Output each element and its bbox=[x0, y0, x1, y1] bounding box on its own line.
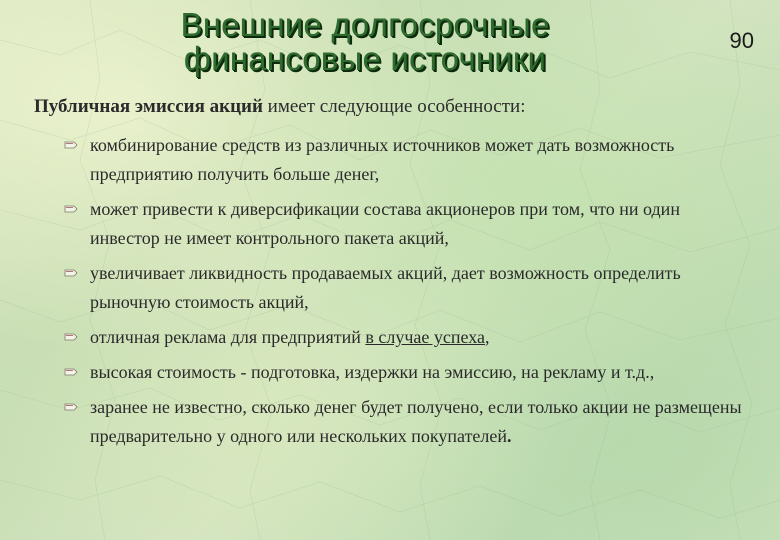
arrow-bullet-icon bbox=[64, 402, 78, 412]
slide-number: 90 bbox=[729, 28, 754, 53]
bullet-text: отличная реклама для предприятий bbox=[90, 327, 366, 347]
bullet-item-6 bbox=[64, 393, 744, 451]
bullet-text: высокая стоимость - подготовка, издержки на эмиссию, на рекламу и т.д., bbox=[90, 362, 655, 382]
slide-title-line-2: финансовые источники bbox=[183, 40, 547, 77]
arrow-bullet-icon bbox=[64, 367, 78, 377]
intro-paragraph bbox=[34, 96, 754, 118]
arrow-bullet-icon bbox=[64, 140, 78, 150]
bullet-item-3 bbox=[64, 259, 744, 317]
bullet-text: заранее не известно, сколько денег будет получено, если только акции не размещены предварительно у одного или нескольких покупателей bbox=[90, 397, 742, 446]
intro-bold-text: Публичная эмиссия акций bbox=[34, 96, 263, 117]
bullet-list bbox=[64, 131, 744, 457]
bullet-item-1 bbox=[64, 131, 744, 189]
bullet-underlined-text: в случае успеха bbox=[365, 327, 485, 347]
bullet-text: увеличивает ликвидность продаваемых акций, дает возможность определить рыночную стоимость акций, bbox=[90, 263, 681, 312]
intro-text: имеет следующие особенности: bbox=[262, 96, 526, 117]
bullet-text-end: . bbox=[507, 426, 512, 446]
arrow-bullet-icon bbox=[64, 268, 78, 278]
bullet-item-2 bbox=[64, 195, 744, 253]
bullet-item-5 bbox=[64, 358, 744, 387]
bullet-text: может привести к диверсификации состава акционеров при том, что ни один инвестор не имеет контрольного пакета акций, bbox=[90, 199, 680, 248]
arrow-bullet-icon bbox=[64, 204, 78, 214]
slide-title-line-1: Внешние долгосрочные bbox=[180, 6, 550, 43]
arrow-bullet-icon bbox=[64, 332, 78, 342]
slide-title bbox=[0, 8, 730, 76]
bullet-text-end: , bbox=[485, 327, 490, 347]
bullet-text: комбинирование средств из различных источников может дать возможность предприятию получить больше денег, bbox=[90, 135, 675, 184]
bullet-item-4 bbox=[64, 323, 744, 352]
